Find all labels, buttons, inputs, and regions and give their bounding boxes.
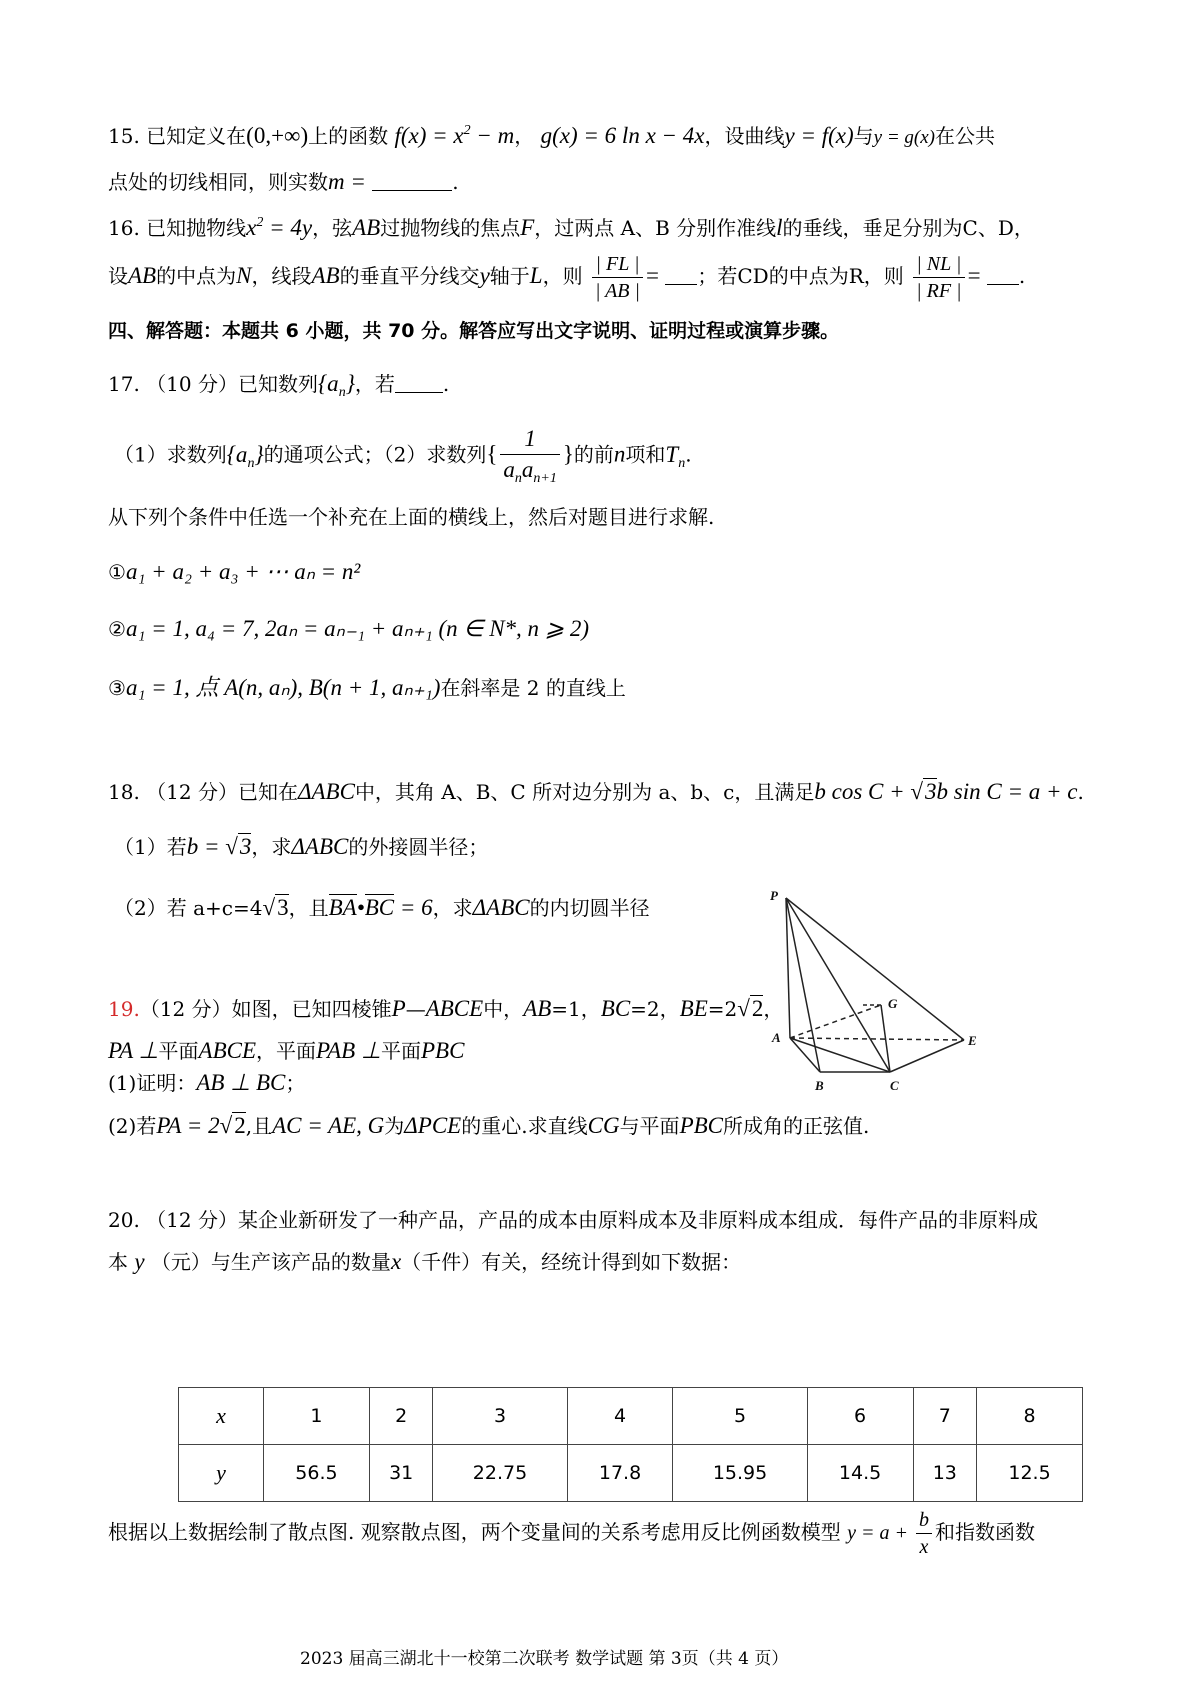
label-b: B bbox=[815, 1078, 824, 1093]
q20-line2: 本 y （元）与生产该产品的数量x（千件）有关，经统计得到如下数据： bbox=[108, 1249, 742, 1274]
q17-condition-2: ②a₁ = 1, a₄ = 7, 2aₙ = aₙ₋₁ + aₙ₊₁ (n ∈ N*, n ⩾ 2) bbox=[108, 616, 589, 641]
edge-ae-hidden bbox=[790, 1038, 964, 1040]
q15-line1: 15. 已知定义在(0,+∞)上的函数 $f(x) = x^2 - m$， g(x) = 6 ln x − 4x，设曲线y = f(x)与y = g(x)在公共 bbox=[108, 123, 995, 148]
table-header-x: x bbox=[179, 1388, 264, 1445]
label-a: A bbox=[772, 1030, 781, 1045]
table-cell: 14.5 bbox=[807, 1445, 913, 1502]
section-heading: 四、解答题：本题共 6 小题，共 70 分。解答应写出文字说明、证明过程或演算步骤。 bbox=[108, 320, 840, 342]
table-cell: 5 bbox=[673, 1388, 807, 1445]
answer-blank bbox=[987, 266, 1019, 285]
q19-line4: (2)若PA = 2√2,且AC = AE, G为ΔPCE的重心.求直线CG与平面PBC所成角的正弦值. bbox=[108, 1113, 870, 1138]
q19-line3: (1)证明：AB ⊥ BC； bbox=[108, 1070, 306, 1095]
answer-blank bbox=[395, 374, 443, 393]
table-cell: 4 bbox=[567, 1388, 673, 1445]
table-cell: 3 bbox=[433, 1388, 567, 1445]
q17-line2: （1）求数列$\{a_n\}$的通项公式；（2）求数列{ $\frac{1}{a_na_{n+1}}$ }的前n项和$T_n$. bbox=[114, 426, 692, 486]
q18-line3: （2）若 a+c=4√3，且BA•BC = 6，求ΔABC的内切圆半径 bbox=[114, 895, 650, 920]
table-row-y bbox=[179, 1445, 1083, 1502]
table-cell: 22.75 bbox=[433, 1445, 567, 1502]
table-cell: 15.95 bbox=[673, 1445, 807, 1502]
pyramid-figure bbox=[760, 880, 1020, 1100]
ratio-fl-ab: $\frac{| FL |}{| AB |}$ bbox=[592, 252, 643, 303]
q19-line1: 19.（12 分）如图，已知四棱锥P—ABCE中，AB=1，BC=2，BE=2√2， bbox=[108, 996, 784, 1021]
q15-line2: 点处的切线相同，则实数m = . bbox=[108, 169, 459, 194]
edge-ce bbox=[890, 1040, 964, 1072]
q17-line1: 17. （10 分）已知数列$\{a_n\}$，若 . bbox=[108, 371, 450, 400]
table-cell: 31 bbox=[369, 1445, 433, 1502]
model-fraction: $\frac{b}{x}$ bbox=[916, 1508, 932, 1559]
ratio-nl-rf: $\frac{| NL |}{| RF |}$ bbox=[913, 252, 964, 303]
table-cell: 56.5 bbox=[264, 1445, 370, 1502]
table-cell: 17.8 bbox=[567, 1445, 673, 1502]
reciprocal-fraction: $\frac{1}{a_na_{n+1}}$ bbox=[500, 425, 559, 487]
label-e: E bbox=[968, 1033, 977, 1048]
q17-condition-1: ①a₁ + a₂ + a₃ + ⋯ aₙ = n² bbox=[108, 559, 361, 584]
table-cell: 6 bbox=[807, 1388, 913, 1445]
table-cell: 12.5 bbox=[977, 1445, 1083, 1502]
edge-pc bbox=[786, 898, 890, 1072]
table-cell: 13 bbox=[913, 1445, 977, 1502]
table-cell: 7 bbox=[913, 1388, 977, 1445]
q17-condition-3: ③a₁ = 1, 点 A(n, aₙ), B(n + 1, aₙ₊₁)在斜率是 2 的直线上 bbox=[108, 675, 626, 700]
q19-number: 19. bbox=[108, 997, 140, 1021]
q18-line1: 18. （12 分）已知在ΔABC中，其角 A、B、C 所对边分别为 a、b、c，且满足b cos C + √3b sin C = a + c. bbox=[108, 779, 1084, 804]
q16-line1: 16. 已知抛物线$x^2 = 4y$，弦AB过抛物线的焦点F，过两点 A、B 分别作准线l的垂线，垂足分别为C、D， bbox=[108, 215, 1034, 240]
table-header-y: y bbox=[179, 1445, 264, 1502]
q20-line1: 20. （12 分）某企业新研发了一种产品，产品的成本由原料成本及非原料成本组成．每件产品的非原料成 bbox=[108, 1208, 1038, 1232]
q16-line2: 设AB的中点为N，线段AB的垂直平分线交y轴于L，则 $\frac{| FL |}{| AB |}$ = ；若CD的中点为R，则 $\frac{| NL |}{| RF |}$ = . bbox=[108, 253, 1026, 302]
table-row-x bbox=[179, 1388, 1083, 1445]
table-cell: 8 bbox=[977, 1388, 1083, 1445]
q17-line3: 从下列个条件中任选一个补充在上面的横线上，然后对题目进行求解. bbox=[108, 505, 715, 529]
table-cell: 2 bbox=[369, 1388, 433, 1445]
label-c: C bbox=[890, 1078, 899, 1093]
label-g: G bbox=[888, 996, 898, 1011]
answer-blank bbox=[665, 266, 697, 285]
data-table bbox=[178, 1387, 1083, 1502]
q20-line3: 根据以上数据绘制了散点图. 观察散点图，两个变量间的关系考虑用反比例函数模型 y = a + $\frac{b}{x}$ 和指数函数 bbox=[108, 1509, 1035, 1558]
page-footer: 2023 届高三湖北十一校第二次联考 数学试题 第 3页（共 4 页） bbox=[300, 1649, 789, 1669]
edge-pe bbox=[786, 898, 964, 1040]
answer-blank bbox=[372, 172, 452, 191]
table-cell: 1 bbox=[264, 1388, 370, 1445]
q19-line2: PA ⊥平面ABCE，平面PAB ⊥平面PBC bbox=[108, 1038, 465, 1063]
label-p: P bbox=[770, 888, 778, 903]
q18-line2: （1）若b = √3，求ΔABC的外接圆半径； bbox=[114, 834, 489, 859]
